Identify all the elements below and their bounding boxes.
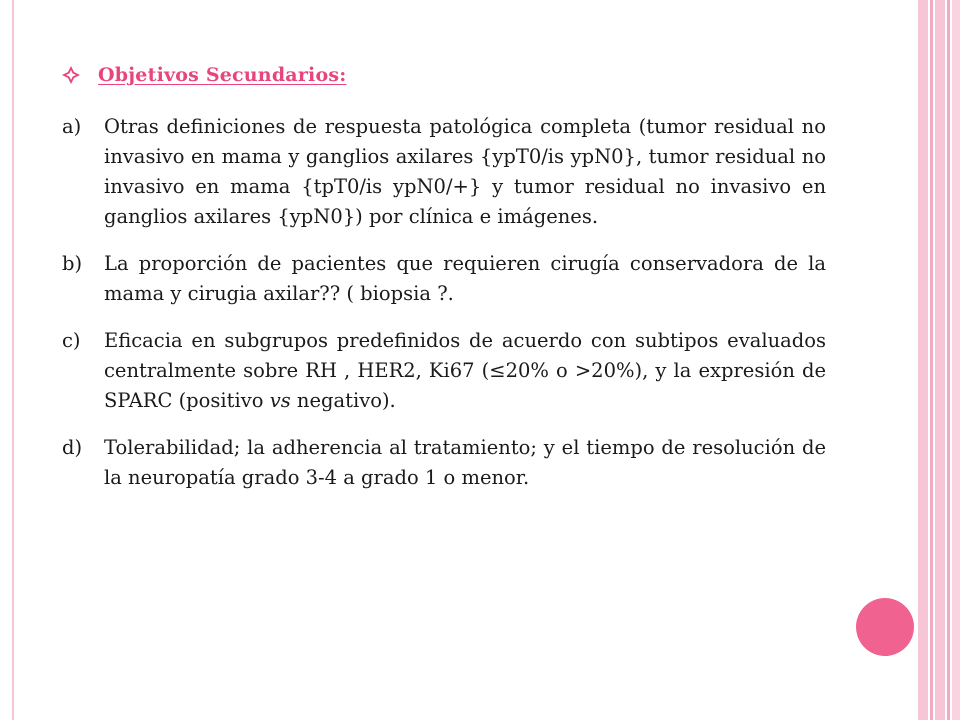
item-text: Tolerabilidad; la adherencia al tratamiento; y el tiempo de resolución de la neuropatía grado 3-4 a grado 1 o menor. <box>104 436 826 489</box>
item-text-italic: vs <box>269 389 291 412</box>
item-text-part: Eficacia en subgrupos predefinidos de acuerdo con subtipos evaluados centralmente sobre RH , HER2, Ki67 (≤20% o >20%), y la expresión de SPARC (positivo <box>104 329 826 412</box>
decorative-stripe <box>935 0 945 720</box>
decorative-stripe <box>947 0 950 720</box>
decorative-stripe <box>930 0 933 720</box>
list-item <box>62 249 826 309</box>
item-marker: d) <box>62 436 83 459</box>
item-text: La proporción de pacientes que requieren cirugía conservadora de la mama y cirugia axilar?? ( biopsia ?. <box>104 252 826 305</box>
item-marker: a) <box>62 115 82 138</box>
diamond-bullet-icon <box>62 66 80 84</box>
objectives-list <box>62 112 826 510</box>
section-heading <box>62 64 346 86</box>
decorative-stripe <box>952 0 960 720</box>
item-marker: c) <box>62 329 81 352</box>
list-item <box>62 326 826 416</box>
item-text-part: negativo). <box>290 389 396 412</box>
decorative-circle <box>856 598 914 656</box>
list-item <box>62 112 826 232</box>
heading-text: Objetivos Secundarios: <box>98 64 347 86</box>
left-decorative-rule <box>12 0 14 720</box>
decorative-stripe <box>918 0 928 720</box>
item-marker: b) <box>62 252 83 275</box>
item-text: Otras definiciones de respuesta patológica completa (tumor residual no invasivo en mama y ganglios axilares {ypT0/is ypN0}, tumor residual no invasivo en mama {tpT0/is ypN0/+} y tumor residual no invasivo en ganglios axilares {ypN0}) por clínica e imágenes. <box>104 115 826 228</box>
item-text <box>104 326 826 416</box>
list-item <box>62 433 826 493</box>
